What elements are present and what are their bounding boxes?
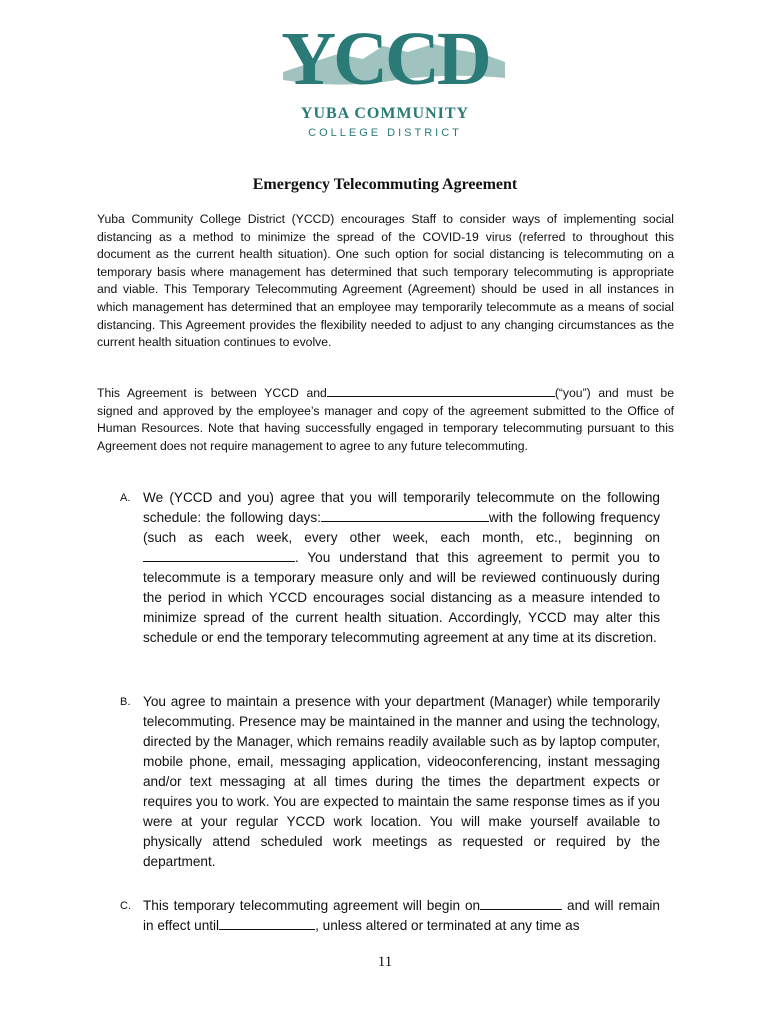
section-text: , unless altered or terminated at any time as [315,918,580,933]
section-label: B. [120,696,131,708]
begin-date-field[interactable] [480,897,562,910]
days-field[interactable] [321,509,489,522]
end-date-field[interactable] [219,917,315,930]
section-text: We (YCCD and you) agree that you will temporarily telecommute on the following schedule: the following days: [143,490,660,525]
section-text: . You understand that this agreement to permit you to telecommute is a temporary measure only and will be reviewed continuously during the period in which YCCD encourages social distancing as a measure intended to minimize spread of the current health situation. Accordingly, YCCD may alter this schedule or end the temporary telecommuting agreement at any time at its discretion. [143,550,660,645]
yccd-logo [243,14,527,140]
logo-line2: COLLEGE DISTRICT [308,127,462,139]
section-c [120,896,660,936]
section-a [120,488,660,648]
document-title: Emergency Telecommuting Agreement [252,176,518,193]
section-label: A. [120,492,131,504]
agreement-parties-paragraph [97,384,674,455]
section-text: This temporary telecommuting agreement will begin on [143,898,481,913]
beginning-date-field[interactable] [143,549,295,562]
section-text: You agree to maintain a presence with your department (Manager) while temporarily telecommuting. Presence may be maintained in the manner and using the technology, directed by the Manager, which remains readily available such as by laptop computer, mobile phone, email, messaging application, videoconferencing, instant messaging and/or text messaging at all times during the times the department expects or requires you to work. You are expected to maintain the same response times as if you were at your regular YCCD work location. You will make yourself available to physically attend scheduled work meetings as requested or required by the department. [143,694,660,869]
section-b [120,692,660,872]
intro-paragraph: Yuba Community College District (YCCD) encourages Staff to consider ways of implementing social distancing as a method to minimize the spread of the COVID-19 virus (referred to throughout this document as the current health situation). One such option for social distancing is telecommuting on a temporary basis where management has determined that such temporary telecommuting is appropriate and viable. This Temporary Telecommuting Agreement (Agreement) should be used in all instances in which management has determined that an employee may temporarily telecommute as a means of social distancing. This Agreement provides the flexibility needed to adjust to any changing circumstances as the current health situation continues to evolve. [97,212,674,350]
section-text: and will remain in effect until [143,898,660,933]
section-text: with the following frequency (such as each week, every other week, each month, etc., beginning on [143,510,660,545]
section-label: C. [120,900,131,912]
logo-line1: YUBA COMMUNITY [300,105,470,122]
paragraph-text: (“you”) and must be signed and approved by the employee’s manager and copy of the agreement submitted to the Office of Human Resources. Note that having successfully engaged in temporary telecommuting pursuant to this Agreement does not require management to agree to any future telecommuting. [97,386,674,453]
paragraph-text: This Agreement is between YCCD and [97,386,327,400]
page-number: 11 [377,954,393,970]
employee-name-field[interactable] [327,384,555,397]
logo-letters: YCCD [281,17,489,101]
